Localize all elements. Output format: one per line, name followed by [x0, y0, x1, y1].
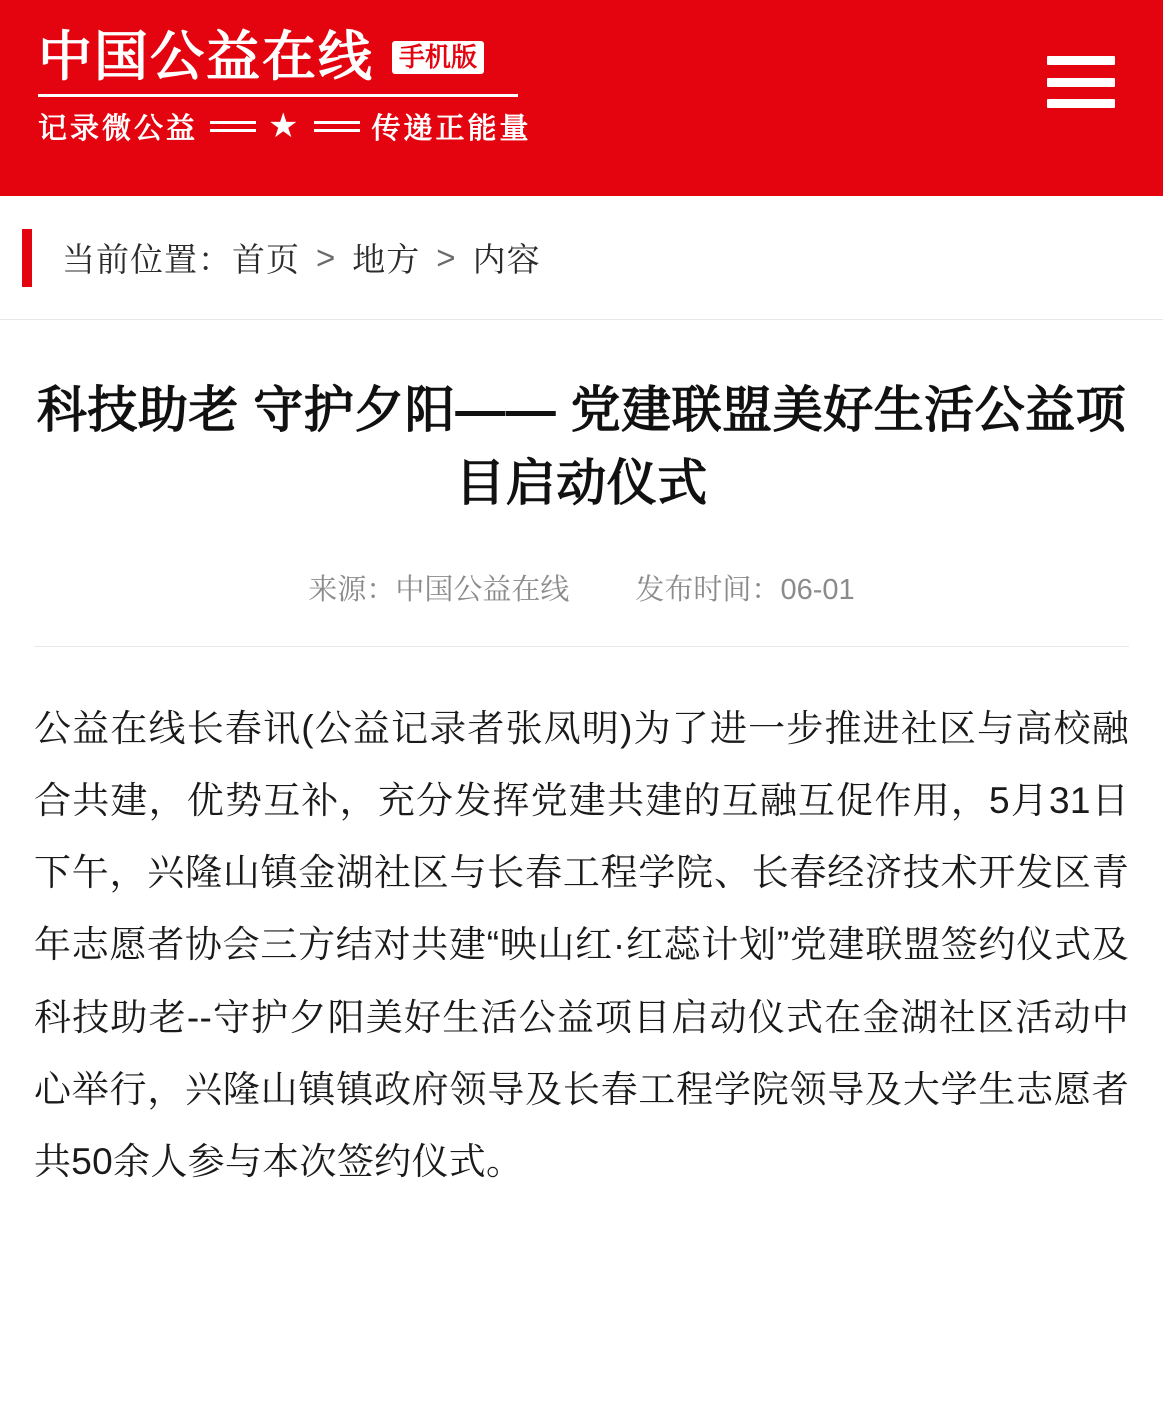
- article-publish-time: [635, 567, 854, 608]
- article-paragraph: 公益在线长春讯(公益记录者张凤明)为了进一步推进社区与高校融合共建，优势互补，充分发挥党建共建的互融互促作用，5月31日下午，兴隆山镇金湖社区与长春工程学院、长春经济技术开发区青年志愿者协会三方结对共建“映山红·红蕊计划”党建联盟签约仪式及科技助老--守护夕阳美好生活公益项目启动仪式在金湖社区活动中心举行，兴隆山镇镇政府领导及长春工程学院领导及大学生志愿者共50余人参与本次签约仪式。: [34, 708, 1129, 1182]
- breadcrumb-item-home[interactable]: 首页: [232, 241, 300, 278]
- logo-slogan-row: [38, 106, 538, 147]
- article-meta: [34, 567, 1129, 608]
- article: [0, 320, 1163, 1268]
- page-title: 科技助老 守护夕阳—— 党建联盟美好生活公益项目启动仪式: [36, 382, 1127, 511]
- breadcrumb-marker: [22, 229, 32, 287]
- breadcrumb-separator-2: >: [436, 238, 457, 276]
- menu-bar-1: [1047, 56, 1115, 65]
- site-header: [0, 0, 1163, 196]
- logo-divider: [38, 94, 518, 97]
- slogan-dash-right-icon: [314, 121, 360, 132]
- article-source-value: 中国公益在线: [395, 574, 570, 606]
- hamburger-menu-icon[interactable]: [1047, 56, 1115, 108]
- slogan-right-text: 传递正能量: [371, 113, 532, 145]
- article-body: [34, 647, 1129, 1268]
- menu-bar-3: [1047, 99, 1115, 108]
- article-source: [308, 567, 569, 608]
- breadcrumb-item-local[interactable]: 地方: [352, 241, 421, 278]
- article-time-label: 发布时间：: [635, 574, 781, 606]
- logo-top-row: [38, 27, 538, 87]
- menu-bar-2: [1047, 78, 1115, 87]
- article-source-label: 来源：: [308, 574, 396, 606]
- breadcrumb-item-content: 内容: [472, 241, 541, 278]
- article-time-value: 06-01: [780, 574, 855, 606]
- mobile-version-badge: 手机版: [392, 41, 484, 74]
- breadcrumb-label: 当前位置：: [62, 241, 232, 278]
- site-logo-text: 中国公益在线: [38, 27, 374, 87]
- breadcrumb-separator-1: >: [316, 238, 337, 276]
- breadcrumb-text: [62, 234, 541, 281]
- article-header: [34, 320, 1129, 647]
- slogan-dash-left-icon: [210, 121, 256, 132]
- slogan-left-text: 记录微公益: [38, 113, 199, 145]
- site-logo[interactable]: [38, 27, 538, 147]
- breadcrumb: [0, 196, 1163, 320]
- star-icon: ★: [268, 106, 302, 145]
